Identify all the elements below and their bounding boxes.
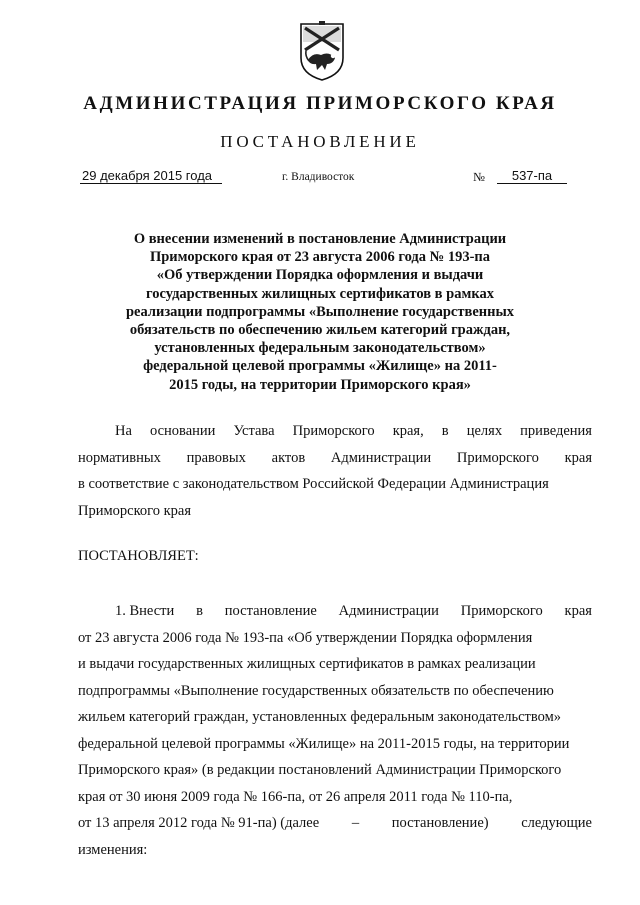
- word: нормативных: [78, 449, 161, 466]
- word: постановление): [391, 815, 489, 831]
- word: правовых: [186, 449, 246, 466]
- document-date: 29 декабря 2015 года: [80, 168, 222, 184]
- item-line: Приморского края» (в редакции постановлений Администрации Приморского: [78, 762, 562, 778]
- preamble-line: Приморского края: [78, 502, 192, 519]
- word: –: [351, 815, 360, 831]
- document-number-label: №: [473, 170, 485, 184]
- document-type: ПОСТАНОВЛЕНИЕ: [220, 132, 420, 151]
- item-line: подпрограммы «Выполнение государственных обязательств по обеспечению: [78, 682, 554, 699]
- title-line: реализации подпрограммы «Выполнение государственных: [125, 303, 515, 320]
- title-line: Приморского края от 23 августа 2006 года № 193-па: [149, 249, 491, 266]
- word: в: [441, 423, 449, 439]
- coat-of-arms-icon: [299, 20, 345, 82]
- title-line: «Об утверждении Порядка оформления и выдачи: [156, 267, 484, 284]
- document-city: г. Владивосток: [282, 171, 355, 183]
- title-line: установленных федеральным законодательством»: [154, 340, 486, 357]
- word: края: [564, 449, 592, 466]
- item-line: и выдачи государственных жилищных сертификатов в рамках реализации: [78, 656, 536, 672]
- word: от 13 апреля 2012 года № 91-па) (далее: [78, 815, 320, 831]
- decree-word: ПОСТАНОВЛЯЕТ:: [78, 548, 199, 564]
- word: края,: [392, 423, 424, 439]
- title-line: О внесении изменений в постановление Администрации: [133, 231, 507, 247]
- word: Устава: [233, 423, 275, 439]
- item-line: жильем категорий граждан, установленных федеральным законодательством»: [78, 709, 562, 725]
- word: постановление: [224, 603, 317, 619]
- word: Администрации: [338, 603, 439, 619]
- organization-name: АДМИНИСТРАЦИЯ ПРИМОРСКОГО КРАЯ: [83, 93, 557, 114]
- word: Приморского: [460, 603, 543, 619]
- word: На: [115, 423, 132, 439]
- document-title: [120, 230, 520, 394]
- preamble-line: [78, 418, 592, 445]
- title-line: государственных жилищных сертификатов в рамках: [146, 285, 494, 302]
- word: 1. Внести: [115, 603, 175, 619]
- document-number: 537-па: [497, 168, 567, 184]
- preamble-line: [78, 445, 592, 472]
- item-line: [78, 810, 592, 837]
- word: в: [196, 603, 203, 619]
- item-1-paragraph: [78, 598, 592, 863]
- item-line: [78, 598, 592, 625]
- word: следующие: [521, 815, 592, 831]
- word: актов: [271, 449, 306, 466]
- item-line: федеральной целевой программы «Жилище» на 2011-2015 годы, на территории: [78, 735, 570, 752]
- word: Приморского: [456, 449, 539, 466]
- preamble-paragraph: [78, 418, 592, 524]
- word: Администрации: [330, 449, 432, 466]
- word: края: [564, 603, 592, 619]
- item-line: края от 30 июня 2009 года № 166-па, от 26 апреля 2011 года № 110-па,: [78, 788, 513, 805]
- word: основании: [150, 423, 216, 439]
- preamble-line: в соответствие с законодательством Российской Федерации Администрация: [78, 476, 549, 492]
- title-line: обязательств по обеспечению жильем категорий граждан,: [129, 322, 511, 339]
- word: целях: [466, 423, 503, 439]
- item-line: изменения:: [78, 841, 148, 858]
- word: приведения: [520, 423, 592, 439]
- title-line: федеральной целевой программы «Жилище» на 2011-: [143, 358, 497, 375]
- title-line: 2015 годы, на территории Приморского края»: [169, 376, 471, 393]
- word: Приморского: [292, 423, 375, 439]
- item-line: от 23 августа 2006 года № 193-па «Об утверждении Порядка оформления: [78, 629, 533, 646]
